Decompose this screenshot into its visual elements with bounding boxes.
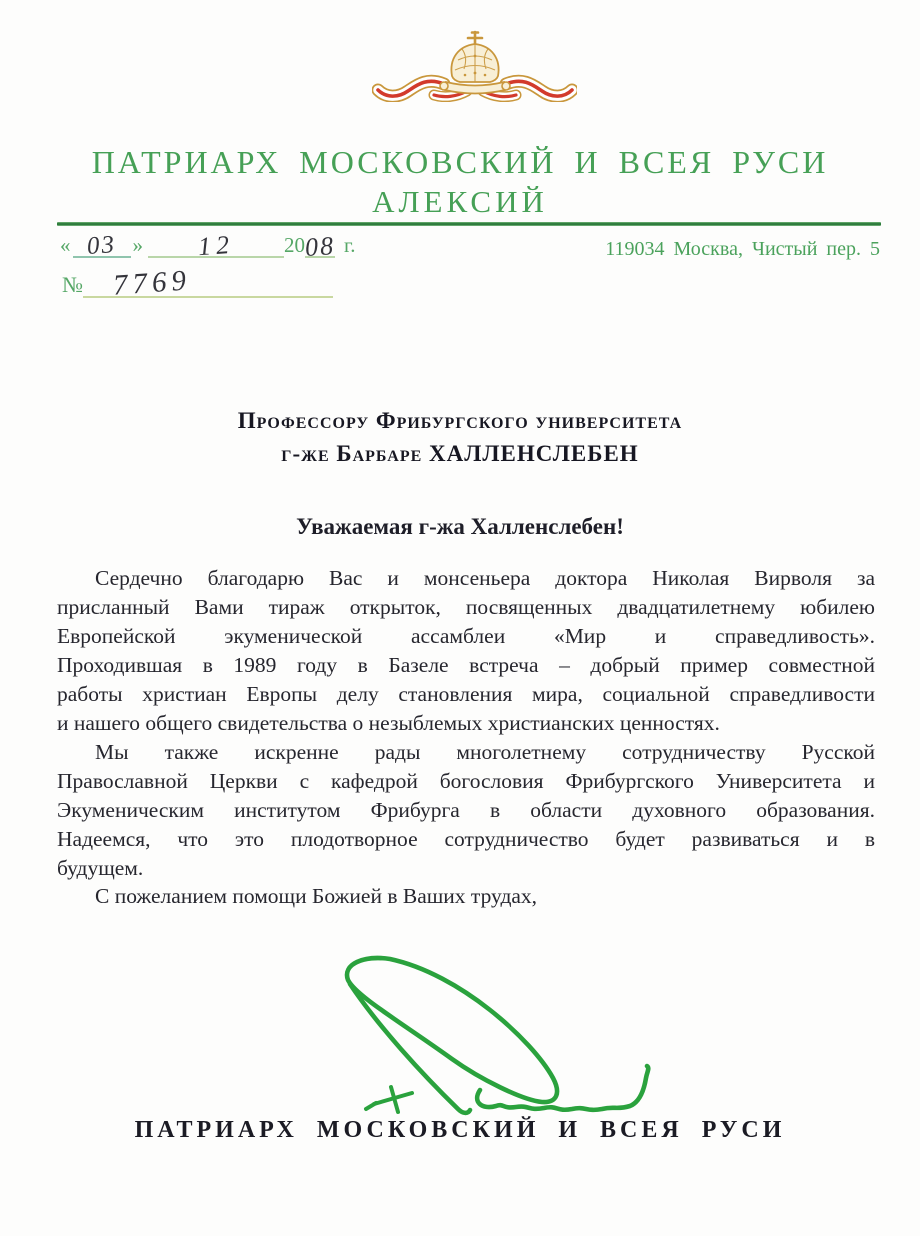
date-close-quote: »: [132, 233, 143, 257]
body-line: Сердечно благодарю Вас и монсеньера доктора Николая Вирволя за: [95, 566, 875, 590]
salutation: Уважаемая г-жа Халленслебен!: [296, 514, 624, 539]
closing-line: С пожеланием помощи Божией в Ваших трудах,: [95, 884, 538, 908]
body-line: Экуменическим институтом Фрибурга в области духовного образования.: [57, 798, 875, 822]
date-era-suffix: г.: [344, 233, 356, 257]
patriarchal-crown-icon: [372, 28, 577, 102]
date-day-handwritten: 03: [86, 231, 117, 260]
reference-number-line: [62, 264, 333, 302]
number-label: №: [62, 272, 83, 297]
date-month-underline: [148, 229, 284, 262]
recipient-line2: г-же Барбаре ХАЛЛЕНСЛЕБЕН: [281, 441, 639, 466]
body-line: Проходившая в 1989 году в Базеле встреча – добрый пример совместной: [57, 653, 875, 677]
body-line: Мы также искренне рады многолетнему сотрудничеству Русской: [95, 740, 875, 764]
letterhead-address: 119034 Москва, Чистый пер. 5: [605, 238, 880, 260]
body-line: Европейской экуменической ассамблеи «Мир и справедливость».: [57, 624, 875, 648]
date-month-handwritten: 12: [197, 229, 235, 262]
body-paragraph: [57, 564, 875, 738]
recipient-block: [0, 404, 920, 470]
date-year-handwritten: 08: [304, 230, 336, 263]
signature-icon: [290, 942, 710, 1122]
body-line: будущем.: [57, 856, 144, 880]
recipient-line1: Профессору Фрибургского университета: [237, 408, 683, 433]
date-line: [60, 229, 356, 263]
letterhead-divider-rule: [57, 222, 881, 226]
letterhead-title-line2: АЛЕКСИЙ: [372, 184, 548, 219]
body-line: Надеемся, что это плодотворное сотрудничество будет развиваться и в: [57, 827, 875, 851]
body-paragraph: [57, 738, 875, 883]
letterhead-title-line1: ПАТРИАРХ МОСКОВСКИЙ И ВСЕЯ РУСИ: [91, 144, 829, 180]
letterhead-title: [0, 142, 920, 222]
date-century-printed: 20: [284, 233, 305, 257]
body-line: Православной Церкви с кафедрой богословия Фрибургского Университета и: [57, 769, 875, 793]
number-underline: [83, 264, 333, 302]
body-line: присланный Вами тираж открыток, посвященных двадцатилетнему юбилею: [57, 595, 875, 619]
date-open-quote: «: [60, 233, 71, 257]
date-year-underline: [304, 230, 336, 263]
footer-title: ПАТРИАРХ МОСКОВСКИЙ И ВСЕЯ РУСИ: [134, 1117, 786, 1143]
body-paragraphs: [57, 564, 875, 883]
body-line: и нашего общего свидетельства о незыблемых христианских ценностях.: [57, 711, 720, 735]
body-line: работы христиан Европы делу становления мира, социальной справедливости: [57, 682, 875, 706]
number-handwritten: 7769: [111, 264, 192, 302]
date-day-underline: [73, 231, 131, 258]
